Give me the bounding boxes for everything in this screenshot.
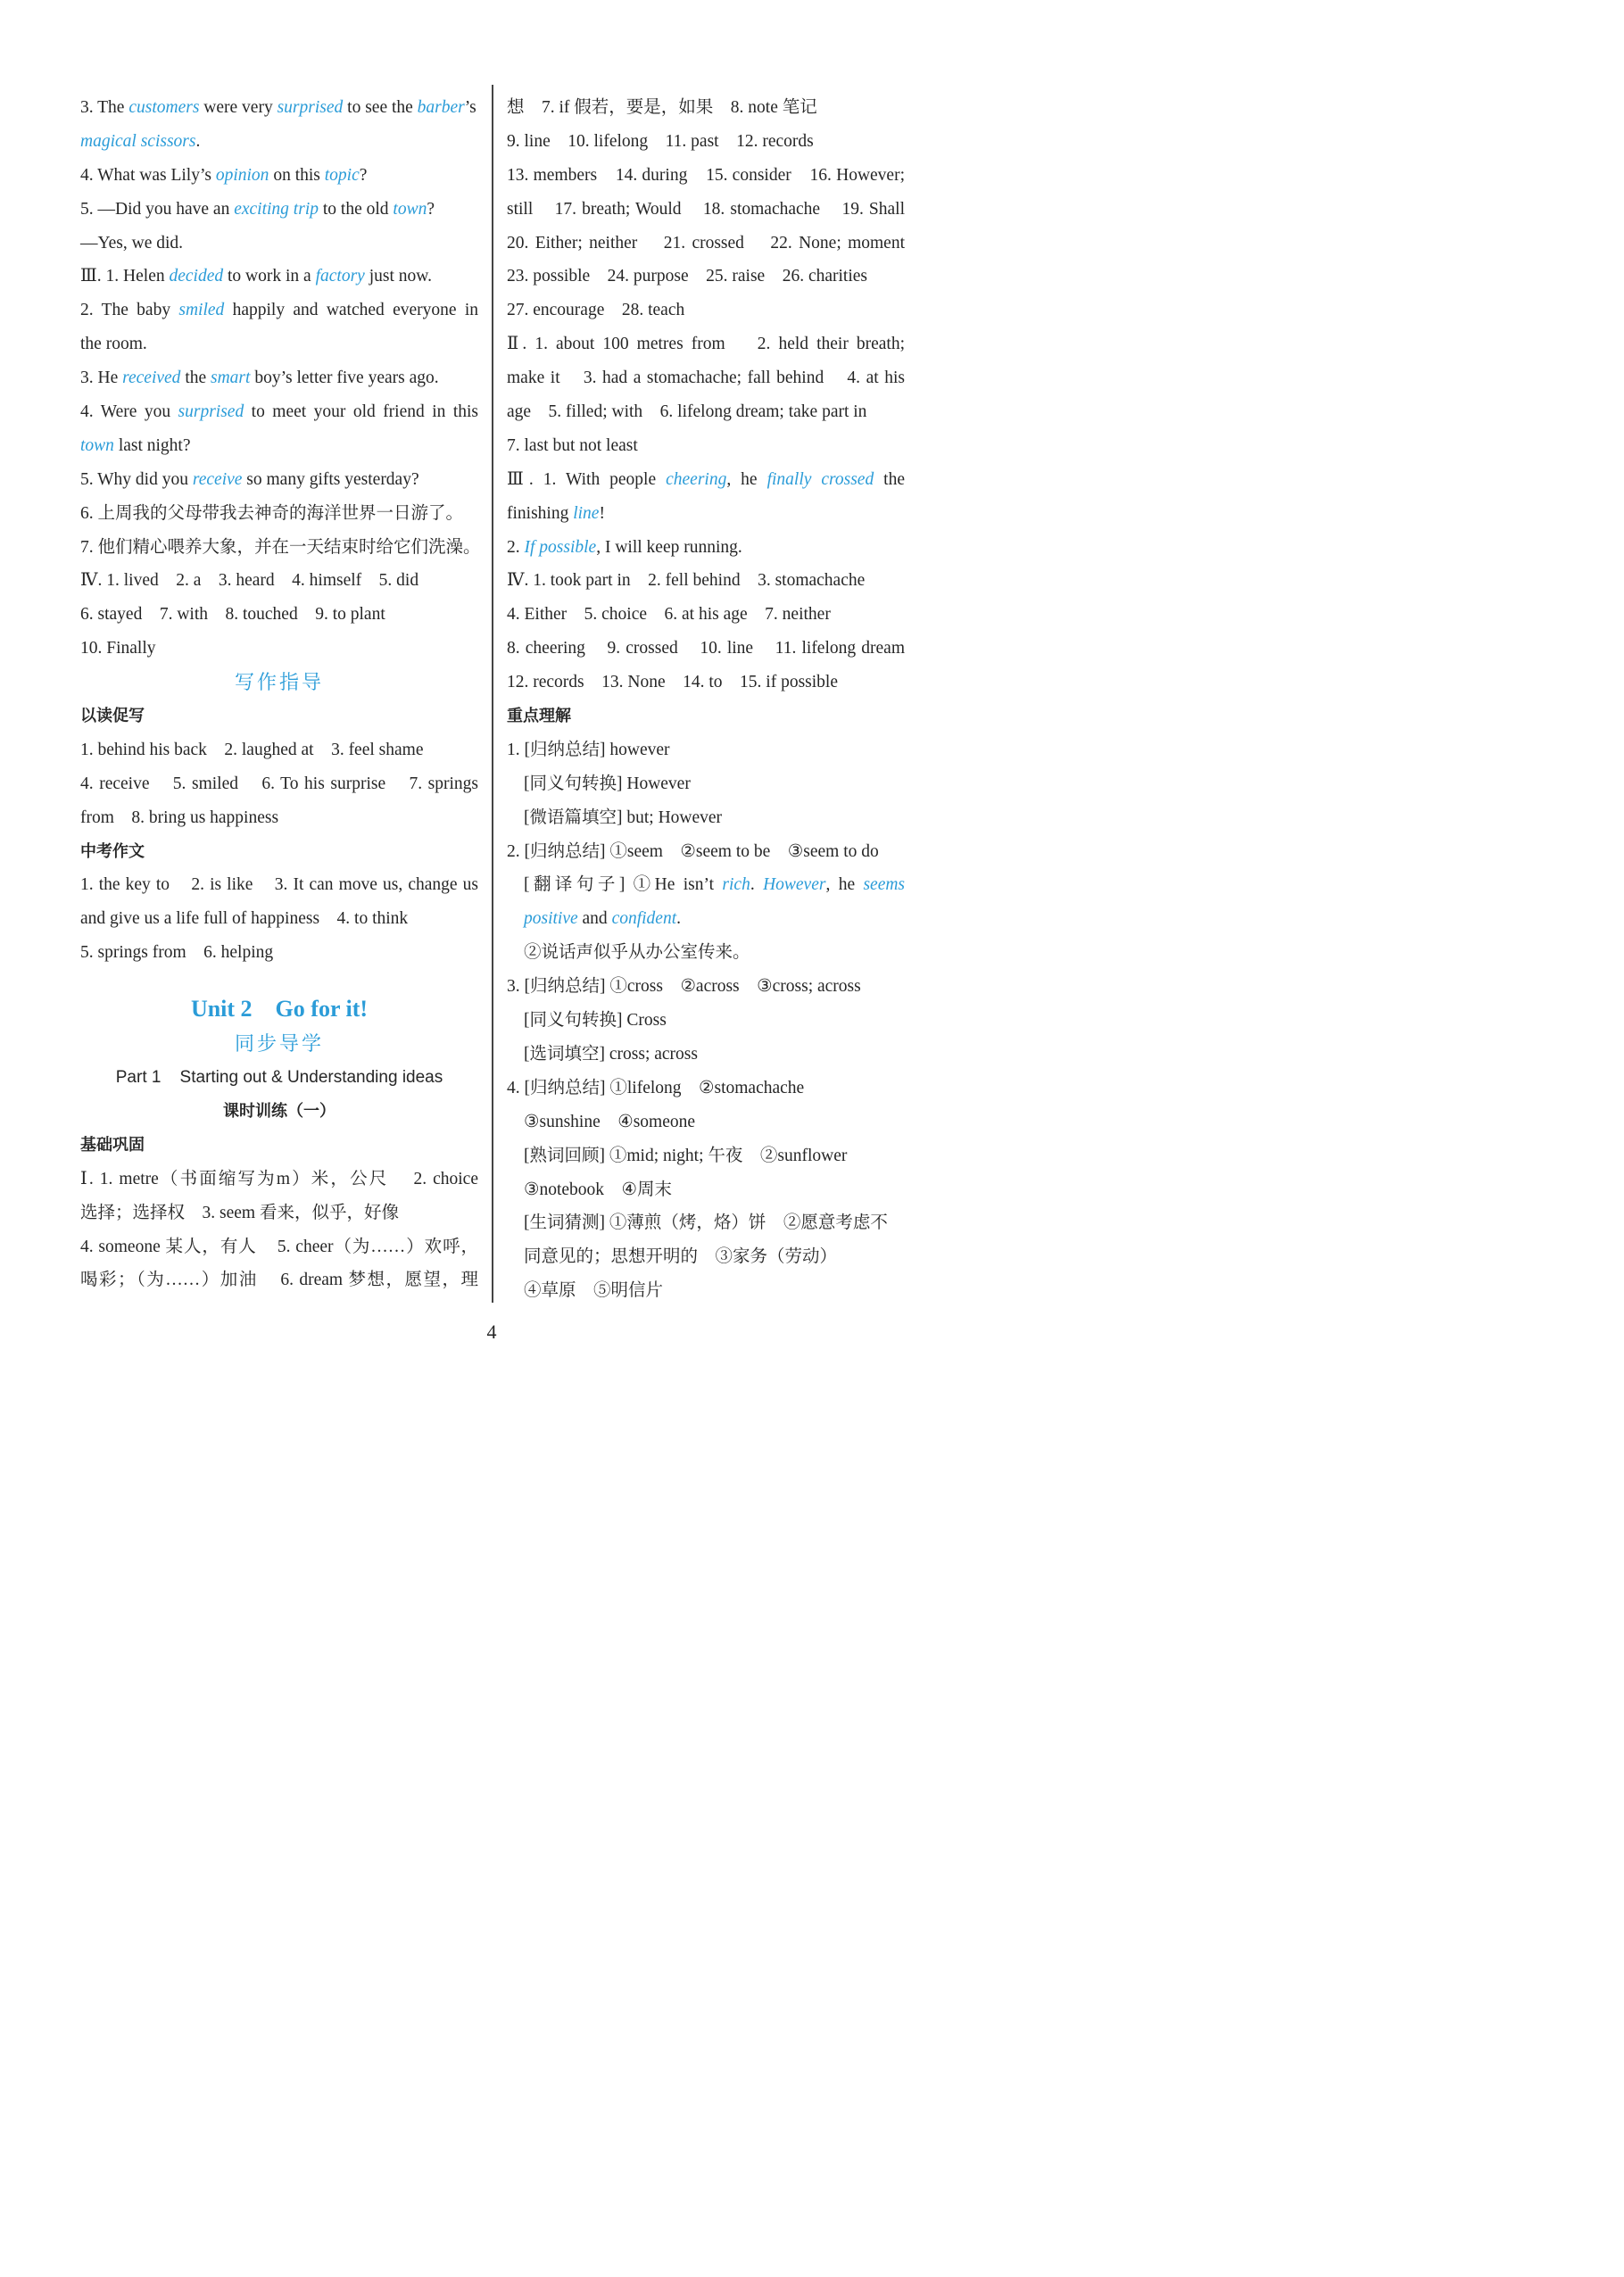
text-segment: Ⅲ. 1. With people: [507, 469, 667, 489]
text-segment: 同步导学: [234, 1032, 324, 1056]
answer-line: [507, 429, 905, 463]
text-segment: to meet your old friend in this: [244, 402, 478, 422]
answer-line: [80, 868, 478, 902]
answer-line: [80, 361, 478, 395]
highlighted-answer: rich: [722, 875, 750, 895]
answer-line: [507, 193, 905, 227]
answer-line: [80, 395, 478, 429]
text-segment: were very: [199, 98, 278, 117]
answer-line: [80, 531, 481, 565]
text-segment: 4. Were you: [80, 402, 178, 422]
text-segment: 6. 上周我的父母带我去神奇的海洋世界一日游了。: [80, 503, 464, 523]
subsection-heading: [80, 835, 478, 869]
answer-line: [80, 902, 478, 936]
text-segment: to see the: [343, 98, 418, 117]
answer-line: [80, 159, 478, 193]
text-segment: 10. Finally: [80, 639, 156, 658]
text-segment: to the old: [319, 199, 394, 219]
text-segment: age 5. filled; with 6. lifelong dream; take part in: [507, 402, 867, 422]
text-segment: ②说话声似乎从办公室传来。: [524, 943, 750, 963]
answer-line: [80, 227, 478, 261]
text-segment: 2. The baby: [80, 301, 179, 320]
answer-line: [507, 767, 905, 801]
highlighted-answer: cheering: [666, 469, 727, 489]
text-segment: [翻译句子] ①He isn’t: [524, 875, 723, 895]
answer-line: [507, 1206, 905, 1240]
text-segment: still 17. breath; Would 18. stomachache 19. Shall: [507, 199, 905, 219]
answer-line: [80, 1263, 478, 1297]
answer-line: [80, 1196, 478, 1230]
text-segment: .: [676, 909, 682, 929]
text-segment: and give us a life full of happiness 4. to think: [80, 909, 409, 929]
text-segment: 3. The: [80, 98, 129, 117]
answer-line: [507, 1105, 905, 1139]
answer-line: [80, 125, 478, 159]
text-segment: boy’s letter five years ago.: [250, 368, 439, 388]
highlighted-answer: smart: [211, 368, 251, 388]
text-segment: 12. records 13. None 14. to 15. if possible: [507, 673, 838, 692]
text-segment: to work in a: [223, 267, 316, 286]
text-segment: 4. [归纳总结] ①lifelong ②stomachache: [507, 1078, 805, 1097]
text-segment: 4. receive 5. smiled 6. To his surprise 7. springs: [80, 774, 478, 793]
text-segment: Ⅳ. 1. lived 2. a 3. heard 4. himself 5. did: [80, 571, 419, 591]
answer-line: [80, 294, 478, 327]
text-segment: , he: [825, 875, 864, 895]
answer-line: [507, 1038, 905, 1072]
text-segment: the: [180, 368, 211, 388]
part-title: [80, 1061, 478, 1095]
text-segment: Ⅲ. 1. Helen: [80, 267, 170, 286]
highlighted-answer: surprised: [178, 402, 244, 422]
answer-line: [507, 327, 905, 361]
text-segment: 重点理解: [507, 707, 571, 726]
text-segment: 8. cheering 9. crossed 10. line 11. lifelong dream: [507, 639, 905, 658]
right-column: [507, 91, 905, 1308]
highlighted-answer: topic: [324, 165, 360, 185]
text-segment: 选择；选择权 3. seem 看来，似乎，好像: [80, 1203, 399, 1222]
answer-line: [507, 801, 905, 835]
unit-title: [80, 970, 478, 1027]
answer-line: [507, 902, 905, 936]
highlighted-answer: finally crossed: [766, 469, 874, 489]
text-segment: 4. What was Lily’s: [80, 165, 216, 185]
answer-line: [507, 361, 905, 395]
answer-line: [507, 125, 905, 159]
section-heading: [80, 666, 478, 700]
text-segment: 5. —Did you have an: [80, 199, 235, 219]
highlighted-answer: town: [393, 199, 427, 219]
text-segment: 7. 他们精心喂养大象，并在一天结束时给它们洗澡。: [80, 537, 481, 557]
text-segment: ’s: [464, 98, 476, 117]
highlighted-answer: barber: [417, 98, 465, 117]
text-segment: [生词猜测] ①薄煎（烤，烙）饼 ②愿意考虑不: [524, 1213, 888, 1233]
text-segment: just now.: [364, 267, 432, 286]
answer-line: [80, 327, 478, 361]
text-segment: 7. last but not least: [507, 435, 638, 455]
text-segment: make it 3. had a stomachache; fall behind 4. at his: [507, 368, 905, 388]
highlighted-answer: However: [763, 875, 826, 895]
text-segment: 4. Either 5. choice 6. at his age 7. neither: [507, 605, 831, 625]
answer-line: [80, 632, 478, 666]
text-segment: finishing: [507, 503, 574, 523]
answer-line: [507, 970, 905, 1004]
answer-line: [80, 598, 478, 632]
highlighted-answer: town: [80, 435, 114, 455]
text-segment: 喝彩；（为……）加油 6. dream 梦想，愿望，理: [80, 1271, 478, 1290]
highlighted-answer: If possible: [524, 537, 597, 557]
text-segment: 3. [归纳总结] ①cross ②across ③cross; across: [507, 977, 861, 997]
highlighted-answer: exciting trip: [234, 199, 319, 219]
text-segment: [微语篇填空] but; However: [524, 807, 723, 827]
answer-line: [80, 936, 478, 970]
highlighted-answer: seems: [863, 875, 906, 895]
text-segment: ?: [427, 199, 435, 219]
text-segment: Ⅱ. 1. about 100 metres from 2. held their breath;: [507, 335, 905, 354]
text-segment: 3. He: [80, 368, 123, 388]
subsection-heading: [507, 700, 905, 733]
page-number: 4: [486, 1321, 497, 1343]
highlighted-answer: factory: [315, 267, 365, 286]
answer-line: [507, 294, 905, 327]
section-heading: [80, 1027, 478, 1061]
text-segment: , he: [726, 469, 767, 489]
answer-line: [507, 1004, 905, 1038]
text-segment: [同义句转换] However: [524, 774, 691, 793]
text-segment: 1. the key to 2. is like 3. It can move us, change us: [80, 875, 478, 895]
text-segment: , I will keep running.: [596, 537, 742, 557]
text-segment: 2.: [507, 537, 525, 557]
text-segment: .: [195, 131, 201, 151]
text-segment: Ⅰ. 1. metre（书面缩写为m）米，公尺 2. choice: [80, 1169, 478, 1188]
answer-line: [507, 666, 905, 700]
answer-line: [507, 497, 905, 531]
answer-line: [507, 733, 905, 767]
answer-line: [80, 801, 478, 835]
answer-line: [507, 159, 905, 193]
text-segment: last night?: [113, 435, 191, 455]
text-segment: 5. Why did you: [80, 469, 193, 489]
text-segment: 1. [归纳总结] however: [507, 740, 670, 759]
answer-line: [507, 632, 905, 666]
answer-line: [80, 767, 478, 801]
highlighted-answer: positive: [524, 909, 578, 929]
answer-line: [507, 395, 905, 429]
highlighted-answer: magical scissors: [80, 131, 196, 151]
answer-line: [80, 193, 478, 227]
text-segment: the room.: [80, 335, 147, 354]
highlighted-answer: decided: [169, 267, 224, 286]
answer-line: [507, 835, 905, 869]
text-segment: 中考作文: [80, 841, 145, 861]
text-segment: 课时训练（一）: [223, 1101, 336, 1121]
answer-line: [80, 91, 478, 125]
text-segment: [同义句转换] Cross: [524, 1011, 667, 1031]
highlighted-answer: line: [573, 503, 600, 523]
text-segment: ③notebook ④周末: [524, 1180, 673, 1199]
answer-line: [507, 1240, 905, 1274]
answer-line: [80, 733, 478, 767]
text-segment: from 8. bring us happiness: [80, 807, 279, 827]
text-segment: 2. [归纳总结] ①seem ②seem to be ③seem to do: [507, 841, 879, 861]
text-segment: Part 1 Starting out & Understanding ideas: [115, 1068, 443, 1088]
text-segment: 想 7. if 假若，要是，如果 8. note 笔记: [507, 98, 817, 117]
text-segment: on this: [269, 165, 325, 185]
highlighted-answer: customers: [128, 98, 200, 117]
answer-line: [507, 260, 905, 294]
text-segment: ?: [359, 165, 368, 185]
answer-line: [507, 1139, 905, 1173]
answer-line: [507, 227, 905, 261]
text-segment: so many gifts yesterday?: [242, 469, 419, 489]
text-segment: [熟词回顾] ①mid; night; 午夜 ②sunflower: [524, 1146, 848, 1165]
answer-line: [507, 531, 905, 565]
answer-line: [507, 91, 905, 125]
subsection-heading: [80, 1129, 478, 1163]
answer-line: [507, 1274, 905, 1308]
text-segment: 27. encourage 28. teach: [507, 301, 685, 320]
answer-line: [507, 1072, 905, 1105]
answer-line: [80, 463, 478, 497]
text-segment: 同意见的；思想开明的 ③家务（劳动）: [524, 1247, 838, 1267]
answer-line: [80, 260, 478, 294]
highlighted-answer: receive: [192, 469, 243, 489]
answer-line: [80, 497, 478, 531]
lesson-heading: [80, 1095, 478, 1129]
column-divider: [492, 85, 493, 1303]
highlighted-answer: received: [122, 368, 181, 388]
text-segment: happily and watched everyone in: [224, 301, 478, 320]
text-segment: 13. members 14. during 15. consider 16. However;: [507, 165, 905, 185]
text-segment: Unit 2 Go for it!: [190, 996, 369, 1023]
text-segment: —Yes, we did.: [80, 233, 184, 253]
highlighted-answer: opinion: [215, 165, 269, 185]
text-segment: [选词填空] cross; across: [524, 1044, 698, 1064]
text-segment: 1. behind his back 2. laughed at 3. feel shame: [80, 740, 424, 759]
answer-line: [507, 463, 905, 497]
answer-line: [80, 1230, 478, 1264]
highlighted-answer: confident: [611, 909, 677, 929]
left-column: [80, 91, 481, 1297]
highlighted-answer: surprised: [277, 98, 344, 117]
answer-line: [507, 868, 905, 902]
text-segment: 9. line 10. lifelong 11. past 12. records: [507, 131, 814, 151]
text-segment: ③sunshine ④someone: [524, 1112, 696, 1131]
answer-line: [80, 564, 478, 598]
text-segment: Ⅳ. 1. took part in 2. fell behind 3. stomachache: [507, 571, 866, 591]
answer-line: [507, 564, 905, 598]
text-segment: 写作指导: [234, 671, 324, 694]
text-segment: ④草原 ⑤明信片: [524, 1281, 664, 1301]
text-segment: the: [874, 469, 906, 489]
answer-line: [507, 598, 905, 632]
text-segment: .: [750, 875, 764, 895]
answer-line: [80, 429, 478, 463]
text-segment: 5. springs from 6. helping: [80, 943, 274, 963]
text-segment: 4. someone 某人，有人 5. cheer（为……）欢呼，: [80, 1237, 478, 1256]
text-segment: !: [599, 503, 605, 523]
text-segment: and: [577, 909, 612, 929]
text-segment: 以读促写: [80, 707, 145, 726]
subsection-heading: [80, 700, 478, 733]
answer-line: [80, 1163, 478, 1196]
text-segment: 基础巩固: [80, 1135, 145, 1155]
answer-line: [507, 1173, 905, 1207]
text-segment: 23. possible 24. purpose 25. raise 26. charities: [507, 267, 868, 286]
text-segment: 20. Either; neither 21. crossed 22. None; moment: [507, 233, 905, 253]
highlighted-answer: smiled: [178, 301, 225, 320]
answer-line: [507, 936, 905, 970]
text-segment: 6. stayed 7. with 8. touched 9. to plant: [80, 605, 385, 625]
